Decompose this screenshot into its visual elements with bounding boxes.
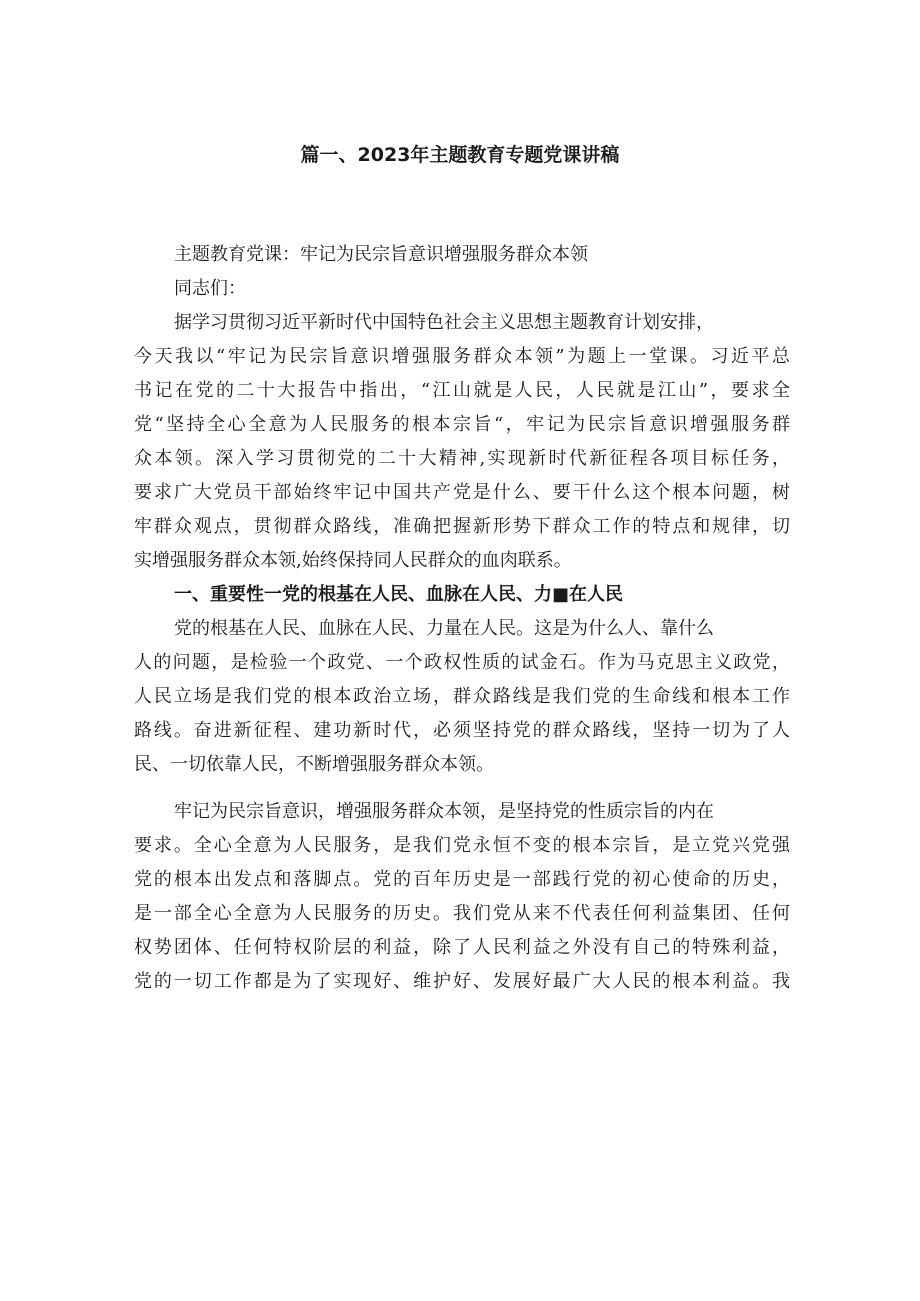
paragraph-1-line-6: 要求广大党员干部始终牢记中国共产党是什么、要干什么这个根本问题，树 <box>134 482 790 503</box>
paragraph-3-line-4: 是一部全心全意为人民服务的历史。我们党从来不代表任何利益集团、任何 <box>134 903 790 924</box>
paragraph-1-line-8: 实增强服务群众本领,始终保持同人民群众的血肉联系。 <box>134 550 572 571</box>
paragraph-2-line-2: 人的问题，是检验一个政党、一个政权性质的试金石。作为马克思主义政党， <box>134 652 790 673</box>
paragraph-1-line-7: 牢群众观点，贯彻群众路线，准确把握新形势下群众工作的特点和规律，切 <box>134 516 790 537</box>
paragraph-3-line-3: 党的根本出发点和落脚点。党的百年历史是一部践行党的初心使命的历史， <box>134 869 790 890</box>
paragraph-1-line-3: 书记在党的二十大报告中指出，“江山就是人民，人民就是江山”，要求全 <box>134 380 790 401</box>
paragraph-gap <box>134 782 790 795</box>
salutation: 同志们： <box>174 278 246 299</box>
paragraph-1-line-1: 据学习贯彻习近平新时代中国特色社会主义思想主题教育计划安排， <box>174 312 714 333</box>
paragraph-3-line-5: 权势团体、任何特权阶层的利益，除了人民利益之外没有自己的特殊利益， <box>134 937 790 958</box>
section-heading-1: 一、重要性一党的根基在人民、血脉在人民、力■在人民 <box>174 584 624 605</box>
paragraph-2-line-1: 党的根基在人民、血脉在人民、力量在人民。这是为什么人、靠什么 <box>174 618 714 639</box>
paragraph-2-line-5: 民、一切依靠人民，不断增强服务群众本领。 <box>134 754 494 775</box>
paragraph-3-line-2: 要求。全心全意为人民服务，是我们党永恒不变的根本宗旨，是立党兴党强 <box>134 835 790 856</box>
lecture-subtitle: 主题教育党课：牢记为民宗旨意识增强服务群众本领 <box>174 244 588 265</box>
paragraph-1-line-4: 党“坚持全心全意为人民服务的根本宗旨“，牢记为民宗旨意识增强服务群 <box>134 414 790 435</box>
paragraph-1-line-2: 今天我以“牢记为民宗旨意识增强服务群众本领”为题上一堂课。习近平总 <box>134 346 790 367</box>
paragraph-1-line-5: 众本领。深入学习贯彻党的二十大精神,实现新时代新征程各项目标任务， <box>134 448 790 469</box>
paragraph-2-line-3: 人民立场是我们党的根本政治立场，群众路线是我们党的生命线和根本工作 <box>134 686 790 707</box>
paragraph-3-line-6: 党的一切工作都是为了实现好、维护好、发展好最广大人民的根本利益。我 <box>134 971 790 992</box>
document-body <box>134 238 790 999</box>
paragraph-2-line-4: 路线。奋进新征程、建功新时代，必须坚持党的群众路线，坚持一切为了人 <box>134 720 790 741</box>
document-title: 篇一、2023年主题教育专题党课讲稿 <box>300 144 620 166</box>
paragraph-3-line-1: 牢记为民宗旨意识，增强服务群众本领，是坚持党的性质宗旨的内在 <box>174 801 714 822</box>
